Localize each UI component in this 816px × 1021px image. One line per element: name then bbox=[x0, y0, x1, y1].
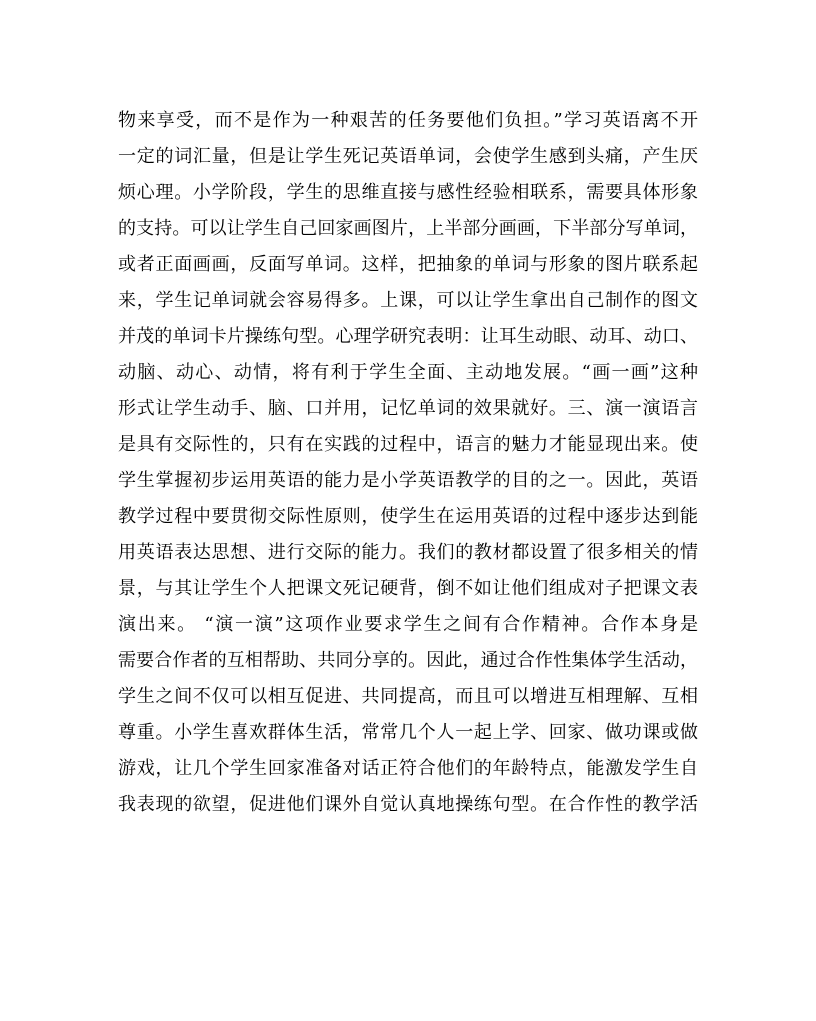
text-line: 学生掌握初步运用英语的能力是小学英语教学的目的之一。因此，英语 bbox=[118, 470, 698, 491]
text-line: 演出来。 “演一演”这项作业要求学生之间有合作精神。合作本身是 bbox=[118, 614, 698, 635]
text-line: 游戏，让几个学生回家准备对话正符合他们的年龄特点，能激发学生自 bbox=[118, 758, 698, 779]
text-line: 是具有交际性的，只有在实践的过程中，语言的魅力才能显现出来。使 bbox=[118, 434, 698, 455]
text-line: 我表现的欲望，促进他们课外自觉认真地操练句型。在合作性的教学活 bbox=[118, 794, 698, 815]
text-line: 学生之间不仅可以相互促进、共同提高，而且可以增进互相理解、互相 bbox=[118, 686, 698, 707]
text-line: 需要合作者的互相帮助、共同分享的。因此，通过合作性集体学生活动， bbox=[118, 650, 698, 671]
text-line: 动脑、动心、动情，将有利于学生全面、主动地发展。“画一画”这种 bbox=[118, 362, 698, 383]
text-line: 尊重。小学生喜欢群体生活，常常几个人一起上学、回家、做功课或做 bbox=[118, 722, 698, 743]
text-line: 物来享受，而不是作为一种艰苦的任务要他们负担。”学习英语离不开 bbox=[118, 110, 698, 131]
text-line: 烦心理。小学阶段，学生的思维直接与感性经验相联系，需要具体形象 bbox=[118, 182, 698, 203]
text-line: 用英语表达思想、进行交际的能力。我们的教材都设置了很多相关的情 bbox=[118, 542, 698, 563]
body-text bbox=[118, 103, 698, 823]
text-line: 来，学生记单词就会容易得多。上课，可以让学生拿出自己制作的图文 bbox=[118, 290, 698, 311]
text-line: 的支持。可以让学生自己回家画图片，上半部分画画，下半部分写单词， bbox=[118, 218, 698, 239]
text-line: 形式让学生动手、脑、口并用，记忆单词的效果就好。三、演一演语言 bbox=[118, 398, 698, 419]
text-line: 教学过程中要贯彻交际性原则，使学生在运用英语的过程中逐步达到能 bbox=[118, 506, 698, 527]
text-line: 或者正面画画，反面写单词。这样，把抽象的单词与形象的图片联系起 bbox=[118, 254, 698, 275]
text-line: 一定的词汇量，但是让学生死记英语单词，会使学生感到头痛，产生厌 bbox=[118, 146, 698, 167]
text-line: 并茂的单词卡片操练句型。心理学研究表明：让耳生动眼、动耳、动口、 bbox=[118, 326, 698, 347]
text-line: 景，与其让学生个人把课文死记硬背，倒不如让他们组成对子把课文表 bbox=[118, 578, 698, 599]
